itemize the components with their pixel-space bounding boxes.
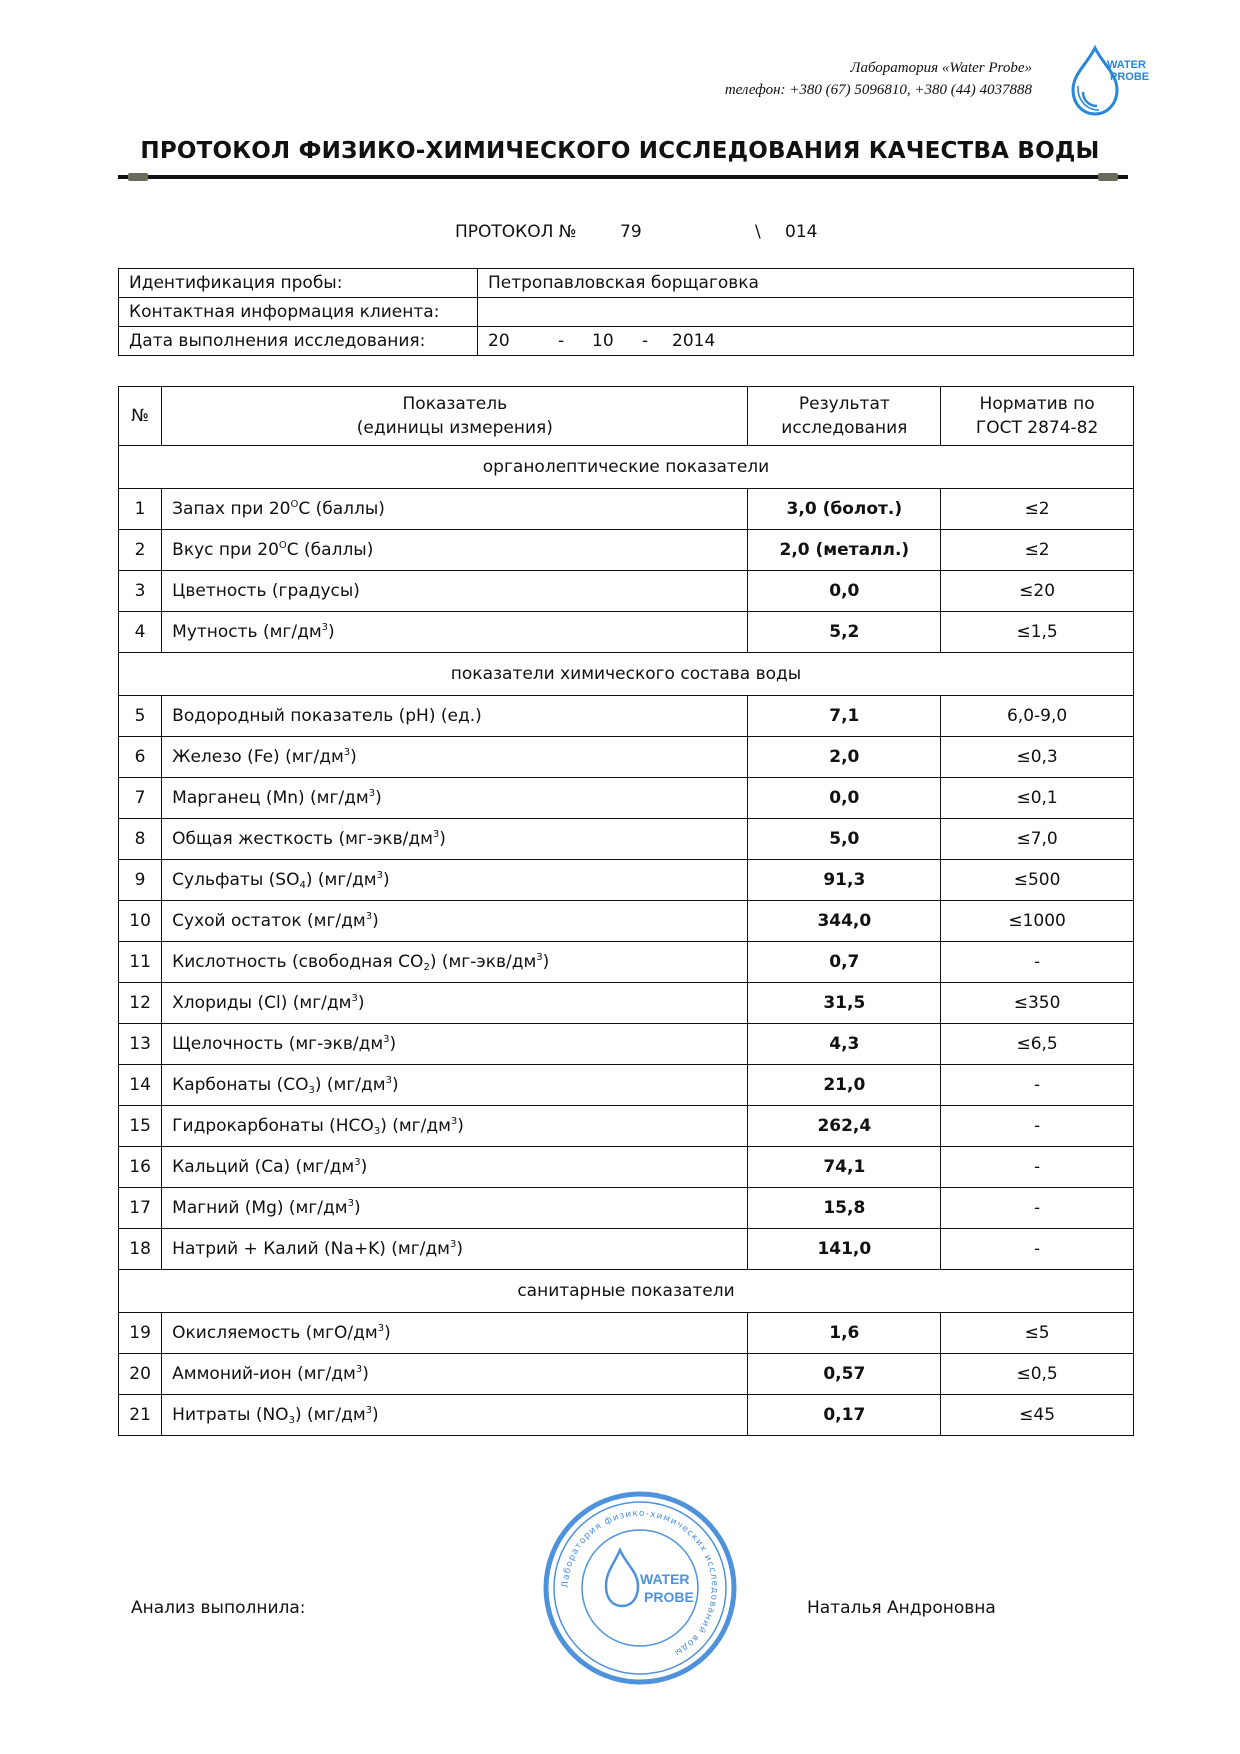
table-row (119, 778, 1134, 819)
table-header-row (119, 387, 1134, 446)
indicator-name-mid: ) (мг/дм (314, 1075, 386, 1095)
result-value: 2,0 (748, 737, 941, 778)
result-value: 0,17 (748, 1395, 941, 1436)
row-number: 1 (119, 489, 162, 530)
indicator-name (162, 983, 748, 1024)
row-number: 14 (119, 1065, 162, 1106)
indicator-name-post: ) (350, 747, 357, 767)
result-value: 0,0 (748, 778, 941, 819)
indicator-subscript: 2 (423, 962, 430, 973)
indicator-name-post: ) (391, 1075, 399, 1095)
row-number: 13 (119, 1024, 162, 1065)
stamp-ring-text: Лаборатория физико-химических исследований воды (560, 1508, 720, 1658)
indicator-name (162, 530, 748, 571)
section-title: показатели химического состава воды (119, 653, 1134, 696)
table-row (119, 1313, 1134, 1354)
row-number: 15 (119, 1106, 162, 1147)
indicator-subscript: 3 (288, 1415, 295, 1426)
indicator-superscript: 3 (385, 1075, 392, 1086)
indicator-superscript: 3 (376, 870, 383, 881)
indicator-name (162, 942, 748, 983)
result-value: 0,7 (748, 942, 941, 983)
section-row-sanitary (119, 1270, 1134, 1313)
lab-header (725, 57, 1032, 101)
indicator-superscript: 3 (321, 622, 329, 633)
sample-id-row (119, 269, 1134, 298)
indicator-subscript: 3 (308, 1085, 315, 1096)
lab-phones: телефон: +380 (67) 5096810, +380 (44) 4037888 (724, 82, 1032, 98)
date-day: 20 (488, 331, 510, 351)
result-value: 2,0 (металл.) (748, 530, 941, 571)
indicator-name (162, 1065, 748, 1106)
section-title: санитарные показатели (119, 1270, 1134, 1313)
water-probe-logo (1055, 40, 1150, 120)
result-value: 21,0 (748, 1065, 941, 1106)
table-row (119, 983, 1134, 1024)
indicator-name-post: ) (357, 993, 365, 1013)
row-number: 6 (119, 737, 162, 778)
indicator-name-mid: ) (мг/дм (380, 1116, 451, 1136)
header-result-line2: исследования (781, 418, 908, 438)
sample-info-table (118, 268, 1134, 356)
indicator-name-post: ) (354, 1198, 361, 1218)
header-num: № (119, 387, 162, 446)
header-indicator-line2: (единицы измерения) (356, 418, 553, 438)
norm-value: - (941, 1065, 1134, 1106)
header-indicator-line1: Показатель (402, 394, 508, 414)
result-value: 344,0 (748, 901, 941, 942)
norm-value: ≤0,1 (941, 778, 1134, 819)
header-norm-line1: Норматив по (979, 394, 1095, 414)
norm-value: ≤7,0 (941, 819, 1134, 860)
result-value: 0,57 (748, 1354, 941, 1395)
norm-value: ≤500 (941, 860, 1134, 901)
indicator-superscript: 3 (351, 993, 358, 1004)
result-value: 5,0 (748, 819, 941, 860)
date-label: Дата выполнения исследования: (119, 327, 478, 356)
protocol-number: 79 (620, 222, 642, 242)
indicator-name-post: ) (362, 1364, 369, 1384)
row-number: 18 (119, 1229, 162, 1270)
results-body (119, 387, 1134, 1436)
document-title: ПРОТОКОЛ ФИЗИКО-ХИМИЧЕСКОГО ИССЛЕДОВАНИЯ КАЧЕСТВА ВОДЫ (140, 138, 1100, 164)
indicator-name (162, 1395, 748, 1436)
indicator-name-text: Вкус при 20 (172, 540, 279, 560)
result-value: 4,3 (748, 1024, 941, 1065)
row-number: 10 (119, 901, 162, 942)
indicator-name-mid: ) (мг/дм (294, 1405, 366, 1425)
indicator-name (162, 696, 748, 737)
table-row (119, 860, 1134, 901)
table-row (119, 819, 1134, 860)
divider-cap-left (128, 173, 148, 181)
table-row (119, 942, 1134, 983)
indicator-name-text: Аммоний-ион (мг/дм (172, 1364, 356, 1384)
date-month: 10 (592, 331, 614, 351)
table-row (119, 1188, 1134, 1229)
table-row (119, 530, 1134, 571)
indicator-name-post: ) (384, 1323, 391, 1343)
table-row (119, 1147, 1134, 1188)
contact-value (478, 298, 1134, 327)
date-sep-1: - (558, 331, 565, 351)
indicator-name-text: Кислотность (свободная CO (172, 952, 424, 972)
logo-text-line1: WATER (1107, 59, 1146, 71)
indicator-superscript: 3 (450, 1116, 458, 1127)
indicator-superscript: 3 (536, 952, 543, 963)
result-value: 141,0 (748, 1229, 941, 1270)
indicator-name-mid: ) (мг/дм (305, 870, 377, 890)
indicator-name-text: Гидрокарбонаты (HCO (172, 1116, 374, 1136)
table-row (119, 1106, 1134, 1147)
norm-value: ≤5 (941, 1313, 1134, 1354)
indicator-superscript: О (278, 540, 287, 551)
norm-value: - (941, 942, 1134, 983)
norm-value: ≤0,5 (941, 1354, 1134, 1395)
indicator-name-text: Магний (Mg) (мг/дм (172, 1198, 348, 1218)
indicator-name-post: ) (372, 911, 379, 931)
indicator-name-text: Сухой остаток (мг/дм (172, 911, 366, 931)
stamp-center-line1: WATER (640, 1571, 690, 1587)
header-indicator (162, 387, 748, 446)
indicator-name (162, 901, 748, 942)
indicator-superscript: 3 (354, 1157, 361, 1168)
logo-text-line2: PROBE (1110, 71, 1150, 83)
indicator-name (162, 737, 748, 778)
indicator-name-text: Кальций (Ca) (мг/дм (172, 1157, 355, 1177)
result-value: 5,2 (748, 612, 941, 653)
indicator-superscript: 3 (432, 829, 440, 840)
indicator-superscript: 3 (343, 747, 351, 758)
norm-value: 6,0-9,0 (941, 696, 1134, 737)
table-row (119, 901, 1134, 942)
lab-stamp (540, 1488, 740, 1688)
row-number: 2 (119, 530, 162, 571)
indicator-name-post: С (баллы) (298, 499, 385, 519)
indicator-superscript: 3 (377, 1323, 385, 1334)
row-number: 9 (119, 860, 162, 901)
indicator-name-post: С (баллы) (286, 540, 374, 560)
contact-label: Контактная информация клиента: (119, 298, 478, 327)
table-row (119, 1065, 1134, 1106)
indicator-name (162, 1229, 748, 1270)
header-result-line1: Результат (798, 394, 890, 414)
norm-value: ≤1000 (941, 901, 1134, 942)
norm-value: ≤0,3 (941, 737, 1134, 778)
indicator-name-text: Железо (Fe) (мг/дм (172, 747, 344, 767)
norm-value: ≤45 (941, 1395, 1134, 1436)
indicator-name (162, 860, 748, 901)
header-result (748, 387, 941, 446)
norm-value: ≤1,5 (941, 612, 1134, 653)
indicator-name-text: Карбонаты (CO (172, 1075, 309, 1095)
indicator-name-mid: ) (мг-экв/дм (429, 952, 537, 972)
norm-value: ≤20 (941, 571, 1134, 612)
section-row-organoleptic (119, 446, 1134, 489)
stamp-center-line2: PROBE (644, 1589, 694, 1605)
row-number: 16 (119, 1147, 162, 1188)
date-sep-2: - (642, 331, 649, 351)
table-row (119, 612, 1134, 653)
row-number: 19 (119, 1313, 162, 1354)
indicator-name-post: ) (328, 622, 335, 642)
indicator-name-post: ) (456, 1239, 463, 1259)
result-value: 262,4 (748, 1106, 941, 1147)
header-norm (941, 387, 1134, 446)
indicator-name-text: Общая жесткость (мг-экв/дм (172, 829, 433, 849)
result-value: 74,1 (748, 1147, 941, 1188)
norm-value: - (941, 1229, 1134, 1270)
indicator-name (162, 1313, 748, 1354)
date-year: 2014 (672, 331, 716, 351)
indicator-name (162, 819, 748, 860)
title-divider (118, 175, 1128, 179)
indicator-name (162, 1147, 748, 1188)
table-row (119, 1229, 1134, 1270)
indicator-name-text: Хлориды (Cl) (мг/дм (172, 993, 352, 1013)
norm-value: ≤2 (941, 530, 1134, 571)
table-row (119, 1395, 1134, 1436)
indicator-name-text: Мутность (мг/дм (172, 622, 322, 642)
results-table (118, 386, 1134, 1436)
indicator-superscript: 3 (368, 788, 376, 799)
norm-value: - (941, 1188, 1134, 1229)
result-value: 0,0 (748, 571, 941, 612)
result-value: 1,6 (748, 1313, 941, 1354)
table-row (119, 696, 1134, 737)
indicator-superscript: 3 (383, 1034, 390, 1045)
indicator-subscript: 4 (299, 880, 306, 891)
norm-value: ≤6,5 (941, 1024, 1134, 1065)
indicator-subscript: 3 (373, 1126, 381, 1137)
result-value: 3,0 (болот.) (748, 489, 941, 530)
norm-value: ≤350 (941, 983, 1134, 1024)
table-row (119, 489, 1134, 530)
result-value: 31,5 (748, 983, 941, 1024)
indicator-superscript: О (290, 499, 299, 510)
section-row-chemical (119, 653, 1134, 696)
section-title: органолептические показатели (119, 446, 1134, 489)
indicator-name-text: Натрий + Калий (Na+K) (мг/дм (172, 1239, 450, 1259)
indicator-name-post: ) (375, 788, 382, 808)
table-row (119, 737, 1134, 778)
indicator-name (162, 778, 748, 819)
row-number: 11 (119, 942, 162, 983)
row-number: 4 (119, 612, 162, 653)
indicator-name (162, 1024, 748, 1065)
protocol-label: ПРОТОКОЛ № (455, 222, 577, 242)
date-value (478, 327, 1134, 356)
indicator-name (162, 1354, 748, 1395)
row-number: 3 (119, 571, 162, 612)
header-norm-line2: ГОСТ 2874-82 (975, 418, 1099, 438)
indicator-superscript: 3 (355, 1364, 363, 1375)
indicator-name-text: Щелочность (мг-экв/дм (172, 1034, 384, 1054)
norm-value: - (941, 1147, 1134, 1188)
indicator-name (162, 571, 748, 612)
result-value: 7,1 (748, 696, 941, 737)
indicator-superscript: 3 (449, 1239, 457, 1250)
indicator-name (162, 489, 748, 530)
indicator-name-text: Окисляемость (мгО/дм (172, 1323, 378, 1343)
indicator-name-text: Запах при 20 (172, 499, 291, 519)
indicator-name-text: Марганец (Mn) (мг/дм (172, 788, 369, 808)
sample-id-label: Идентификация пробы: (119, 269, 478, 298)
protocol-suffix: 014 (785, 222, 818, 242)
table-row (119, 1354, 1134, 1395)
row-number: 17 (119, 1188, 162, 1229)
norm-value: - (941, 1106, 1134, 1147)
indicator-name-post: ) (382, 870, 390, 890)
indicator-name-post: ) (439, 829, 446, 849)
result-value: 15,8 (748, 1188, 941, 1229)
protocol-separator: \ (755, 222, 761, 242)
indicator-name-text: Нитраты (NO (172, 1405, 289, 1425)
indicator-name-post: ) (360, 1157, 368, 1177)
norm-value: ≤2 (941, 489, 1134, 530)
signature-label: Анализ выполнила: (131, 1598, 306, 1618)
indicator-name (162, 612, 748, 653)
indicator-superscript: 3 (365, 1405, 373, 1416)
contact-row (119, 298, 1134, 327)
row-number: 21 (119, 1395, 162, 1436)
indicator-name-post: ) (372, 1405, 379, 1425)
indicator-name-text: Цветность (градусы) (172, 581, 360, 601)
row-number: 5 (119, 696, 162, 737)
indicator-name (162, 1188, 748, 1229)
signature-name: Наталья Андроновна (807, 1598, 996, 1618)
result-value: 91,3 (748, 860, 941, 901)
row-number: 20 (119, 1354, 162, 1395)
table-row (119, 1024, 1134, 1065)
row-number: 8 (119, 819, 162, 860)
indicator-name (162, 1106, 748, 1147)
indicator-name-post: ) (542, 952, 550, 972)
lab-name: Лаборатория «Water Probe» (850, 60, 1032, 76)
indicator-name-post: ) (457, 1116, 464, 1136)
table-row (119, 571, 1134, 612)
indicator-superscript: 3 (347, 1198, 354, 1209)
sample-id-value: Петропавловская борщаговка (478, 269, 1134, 298)
indicator-superscript: 3 (365, 911, 373, 922)
divider-cap-right (1098, 173, 1118, 181)
row-number: 12 (119, 983, 162, 1024)
date-row (119, 327, 1134, 356)
indicator-name-text: Водородный показатель (pH) (ед.) (172, 706, 482, 726)
indicator-name-post: ) (389, 1034, 397, 1054)
row-number: 7 (119, 778, 162, 819)
indicator-name-text: Сульфаты (SO (172, 870, 300, 890)
